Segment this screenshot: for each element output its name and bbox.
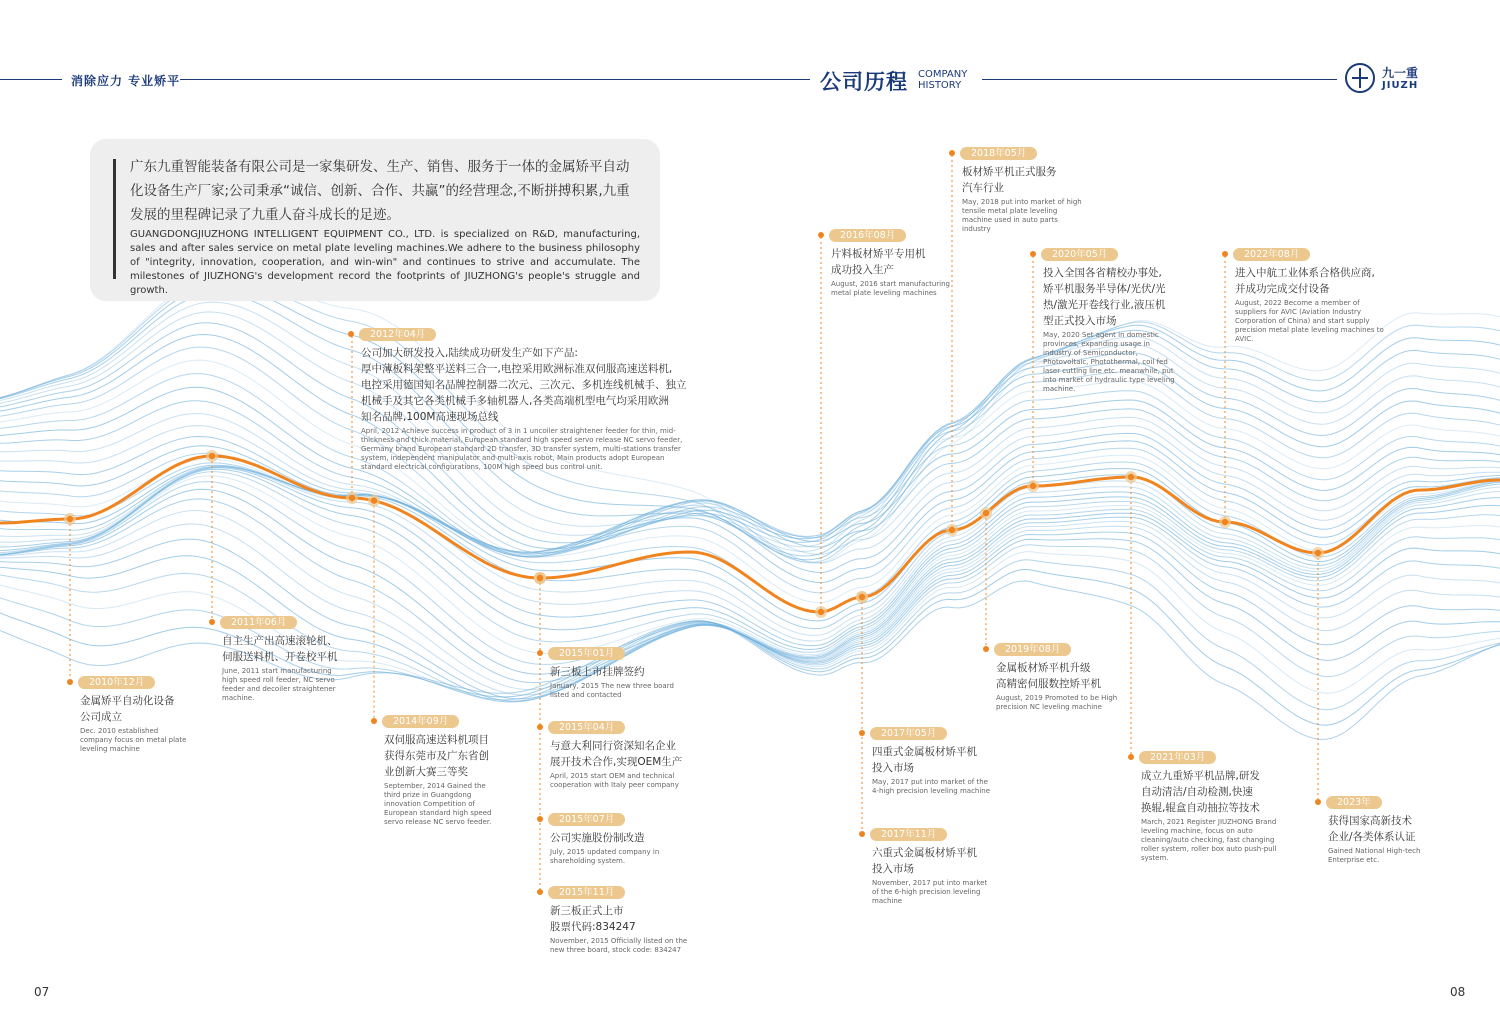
event-text-zh: [831, 246, 951, 278]
event-text-en: May, 2017 put into market of the 4-high precision leveling machine: [872, 778, 991, 795]
event-text-zh: [872, 744, 992, 776]
event-date: 2018年05月: [960, 147, 1037, 160]
event-body: [996, 660, 1126, 712]
event-text-en: January, 2015 The new three board listed and contacted: [550, 682, 674, 699]
event-body: [550, 664, 690, 700]
event-line: 换辊,辊盒自动抽拉等技术: [1141, 802, 1260, 814]
event-dot: [537, 889, 543, 895]
event-dot: [209, 619, 215, 625]
event-date: 2017年11月: [870, 828, 947, 841]
event-line: 股票代码:834247: [550, 921, 636, 933]
event-line: 热/激光开卷线行业,液压机: [1043, 299, 1166, 311]
event-dot: [859, 831, 865, 837]
event-line: 与意大利同行资深知名企业: [550, 740, 676, 752]
event-text-en: June, 2011 start manufacturing high speed roll feeder, NC servo feeder and decoiler straightener machine.: [222, 667, 336, 702]
event-line: 业创新大赛三等奖: [384, 766, 468, 778]
event-text-en: September, 2014 Gained the third prize in Guangdong innovation Competition of European standard high speed servo release NC servo feeder.: [384, 782, 492, 826]
event-line: 公司成立: [80, 711, 122, 723]
intro-text-en: GUANGDONGJIUZHONG INTELLIGENT EQUIPMENT CO., LTD. is specialized on R&D, manufacturing, sales and after sales service on metal plate leveling machines.We adhere to the business philosophy of "integrity, innovation, cooperation, and win-win" and continues to strive and accumulate. The milestones of JIUZHONG's development record the footprints of JIUZHONG's people's struggle and growth.: [130, 229, 640, 296]
slogan: 消除应力 专业矫平: [71, 74, 181, 88]
event-dot: [818, 232, 824, 238]
event-text-en: November, 2017 put into market of the 6-high precision leveling machine: [872, 879, 988, 905]
logo-name-zh: 九一重: [1382, 66, 1419, 80]
event-text-zh: [1235, 265, 1385, 297]
event-line: 投入市场: [872, 863, 914, 875]
event-body: [1328, 813, 1438, 865]
event-line: 新三板上市挂牌签约: [550, 666, 645, 678]
event-dot: [537, 816, 543, 822]
event-line: 汽车行业: [962, 182, 1004, 194]
event-text-zh: [550, 664, 690, 680]
event-text-en: Gained National High-tech Enterprise etc.: [1328, 847, 1421, 864]
event-text-en: April, 2012 Achieve success in product of 3 in 1 uncoiler straightener feeder for thin, mid-thickness and thick material, European standard high speed servo release NC servo feeder, Germany brand European standard 2D transfer, 3D transfer system, multi-stations transfer system, independent manipulator and multi-axis robot, Main products adopt European standard electrical configurations, 100M high speed bus control unit.: [361, 427, 683, 471]
event-marker: [67, 516, 73, 522]
wave-line: [0, 323, 1500, 543]
event-body: [1141, 768, 1281, 863]
header-rule-mid: [180, 79, 810, 80]
event-body: [872, 845, 992, 906]
event-text-zh: [80, 693, 190, 725]
event-line: 投入全国各省精校办事处,: [1043, 267, 1162, 279]
event-line: 伺服送料机、开卷校平机: [222, 651, 338, 663]
wave-line: [0, 426, 1500, 563]
event-text-zh: [996, 660, 1126, 692]
intro-accent-bar: [113, 159, 116, 279]
event-dot: [949, 150, 955, 156]
event-marker: [371, 497, 377, 503]
event-line: 金属矫平自动化设备: [80, 695, 175, 707]
event-date: 2022年08月: [1233, 248, 1310, 261]
event-text-en: April, 2015 start OEM and technical cooperation with Italy peer company: [550, 772, 679, 789]
event-line: 并成功完成交付设备: [1235, 283, 1330, 295]
event-line: 展开技术合作,实现OEM生产: [550, 756, 683, 768]
event-line: 四重式金属板材矫平机: [872, 746, 977, 758]
event-date: 2023年: [1326, 796, 1382, 809]
event-text-zh: [222, 633, 342, 665]
event-body: [1235, 265, 1385, 344]
event-text-zh: [1141, 768, 1281, 816]
event-line: 企业/各类体系认证: [1328, 831, 1416, 843]
event-line: 公司加大研发投入,陆续成功研发生产如下产品:: [361, 347, 578, 359]
event-body: [361, 345, 691, 472]
event-text-en: August, 2019 Promoted to be High precision NC leveling machine: [996, 694, 1118, 711]
event-date: 2014年09月: [382, 715, 459, 728]
event-line: 知名品牌,100M高速现场总线: [361, 411, 499, 423]
event-line: 高精密伺服数控矫平机: [996, 678, 1101, 690]
event-text-en: May, 2018 put into market of high tensile metal plate leveling machine used in auto parts industry: [962, 198, 1082, 233]
event-marker: [1222, 519, 1228, 525]
intro-box: [90, 139, 660, 301]
header-rule-right: [982, 79, 1337, 80]
event-line: 投入市场: [872, 762, 914, 774]
page-title-en: [918, 69, 988, 91]
event-marker: [818, 609, 824, 615]
event-line: 成立九重矫平机品牌,研发: [1141, 770, 1260, 782]
logo-emblem-icon: [1345, 63, 1375, 93]
event-text-zh: [872, 845, 992, 877]
title-en-line1: COMPANY: [918, 69, 968, 80]
event-marker: [1315, 550, 1321, 556]
event-body: [831, 246, 951, 298]
event-date: 2015年11月: [548, 886, 625, 899]
page-number-left: 07: [34, 985, 50, 999]
event-body: [384, 732, 504, 827]
event-date: 2010年12月: [78, 676, 155, 689]
event-line: 片料板材矫平专用机: [831, 248, 926, 260]
event-marker: [1030, 483, 1036, 489]
event-line: 进入中航工业体系合格供应商,: [1235, 267, 1375, 279]
event-line: 双伺服高速送料机项目: [384, 734, 489, 746]
event-dot: [1030, 251, 1036, 257]
event-dot: [348, 331, 354, 337]
event-date: 2015年04月: [548, 721, 625, 734]
event-text-en: July, 2015 updated company in shareholding system.: [550, 848, 660, 865]
wave-line: [0, 312, 1500, 547]
event-dot: [859, 730, 865, 736]
page-number-right: 08: [1450, 985, 1466, 999]
event-date: 2017年05月: [870, 727, 947, 740]
event-text-zh: [1328, 813, 1438, 845]
event-date: 2021年03月: [1139, 751, 1216, 764]
event-text-en: August, 2022 Become a member of suppliers for AVIC (Aviation Industry Corporation of China) and start supply precision metal plate leveling machines to AVIC.: [1235, 299, 1384, 343]
wave-line: [0, 466, 1500, 628]
event-dot: [537, 650, 543, 656]
event-marker: [949, 527, 955, 533]
event-line: 板材矫平机正式服务: [962, 166, 1057, 178]
header-rule-left: [0, 79, 62, 80]
event-marker: [209, 453, 215, 459]
event-line: 电控采用德国知名品牌控制器二次元、三次元、多机连线机械手、独立: [361, 379, 687, 391]
event-text-en: August, 2016 start manufacturing metal plate leveling machines: [831, 280, 950, 297]
event-text-zh: [550, 738, 690, 770]
wave-line: [0, 401, 1500, 557]
event-text-zh: [384, 732, 504, 780]
event-line: 厚中薄板料架整平送料三合一,电控采用欧洲标准双伺服高速送料机,: [361, 363, 673, 375]
event-body: [550, 903, 690, 955]
event-marker: [349, 495, 355, 501]
event-dot: [1315, 799, 1321, 805]
wave-line: [0, 467, 1500, 636]
page-title: 公司历程: [820, 70, 908, 94]
event-body: [872, 744, 992, 796]
event-date: 2016年08月: [829, 229, 906, 242]
event-date: 2015年01月: [548, 647, 625, 660]
event-dot: [983, 646, 989, 652]
event-text-en: May, 2020 Set agent in domestic provinces, expanding usage in industry of Semiconductor, Photovoltaic, Photothermal, coil fed laser cutting line etc. meanwhile, put into market of hydraulic type leveling machine.: [1043, 331, 1175, 393]
event-line: 六重式金属板材矫平机: [872, 847, 977, 859]
event-marker: [859, 594, 865, 600]
event-line: 获得东莞市及广东省创: [384, 750, 489, 762]
event-body: [1043, 265, 1178, 394]
event-line: 型正式投入市场: [1043, 315, 1117, 327]
event-body: [550, 830, 690, 866]
event-body: [222, 633, 342, 703]
event-text-zh: [361, 345, 691, 425]
event-body: [962, 164, 1082, 234]
event-line: 自主生产出高速滚轮机、: [222, 635, 338, 647]
logo-name-en: JIUZH: [1382, 80, 1419, 91]
event-dot: [1128, 754, 1134, 760]
event-date: 2012年04月: [359, 328, 436, 341]
event-line: 金属板材矫平机升级: [996, 662, 1091, 674]
event-line: 获得国家高新技术: [1328, 815, 1412, 827]
title-en-line2: HISTORY: [918, 80, 962, 91]
event-dot: [371, 718, 377, 724]
event-date: 2020年05月: [1041, 248, 1118, 261]
event-dot: [1222, 251, 1228, 257]
event-date: 2015年07月: [548, 813, 625, 826]
event-line: 新三板正式上市: [550, 905, 624, 917]
event-line: 公司实施股份制改造: [550, 832, 645, 844]
event-marker: [1128, 474, 1134, 480]
event-text-zh: [1043, 265, 1178, 329]
event-text-en: March, 2021 Register JIUZHONG Brand leveling machine, focus on auto cleaning/auto checking, fast changing roller system, roller box auto push-pull system.: [1141, 818, 1277, 862]
event-line: 机械手及其它各类机械手多轴机器人,各类高端机型电气均采用欧洲: [361, 395, 669, 407]
event-text-en: November, 2015 Officially listed on the new three board, stock code: 834247: [550, 937, 688, 954]
event-body: [550, 738, 690, 790]
event-marker: [983, 510, 989, 516]
event-text-zh: [550, 903, 690, 935]
event-date: 2019年08月: [994, 643, 1071, 656]
company-logo: [1345, 63, 1445, 95]
event-line: 成功投入生产: [831, 264, 894, 276]
event-text-zh: [962, 164, 1082, 196]
event-dot: [67, 679, 73, 685]
event-body: [80, 693, 190, 754]
event-text-zh: [550, 830, 690, 846]
wave-line: [0, 433, 1500, 572]
event-text-en: Dec. 2010 established company focus on metal plate leveling machine: [80, 727, 187, 753]
event-marker: [537, 575, 543, 581]
event-dot: [537, 724, 543, 730]
event-date: 2011年06月: [220, 616, 297, 629]
event-line: 矫平机服务半导体/光伏/光: [1043, 283, 1166, 295]
intro-text-zh: 广东九重智能装备有限公司是一家集研发、生产、销售、服务于一体的金属矫平自动化设备生产厂家;公司秉承“诚信、创新、合作、共赢”的经营理念,不断拼搏积累,九重发展的里程碑记录了九重人奋斗成长的足迹。: [130, 159, 630, 223]
event-line: 自动清洁/自动检测,快速: [1141, 786, 1253, 798]
